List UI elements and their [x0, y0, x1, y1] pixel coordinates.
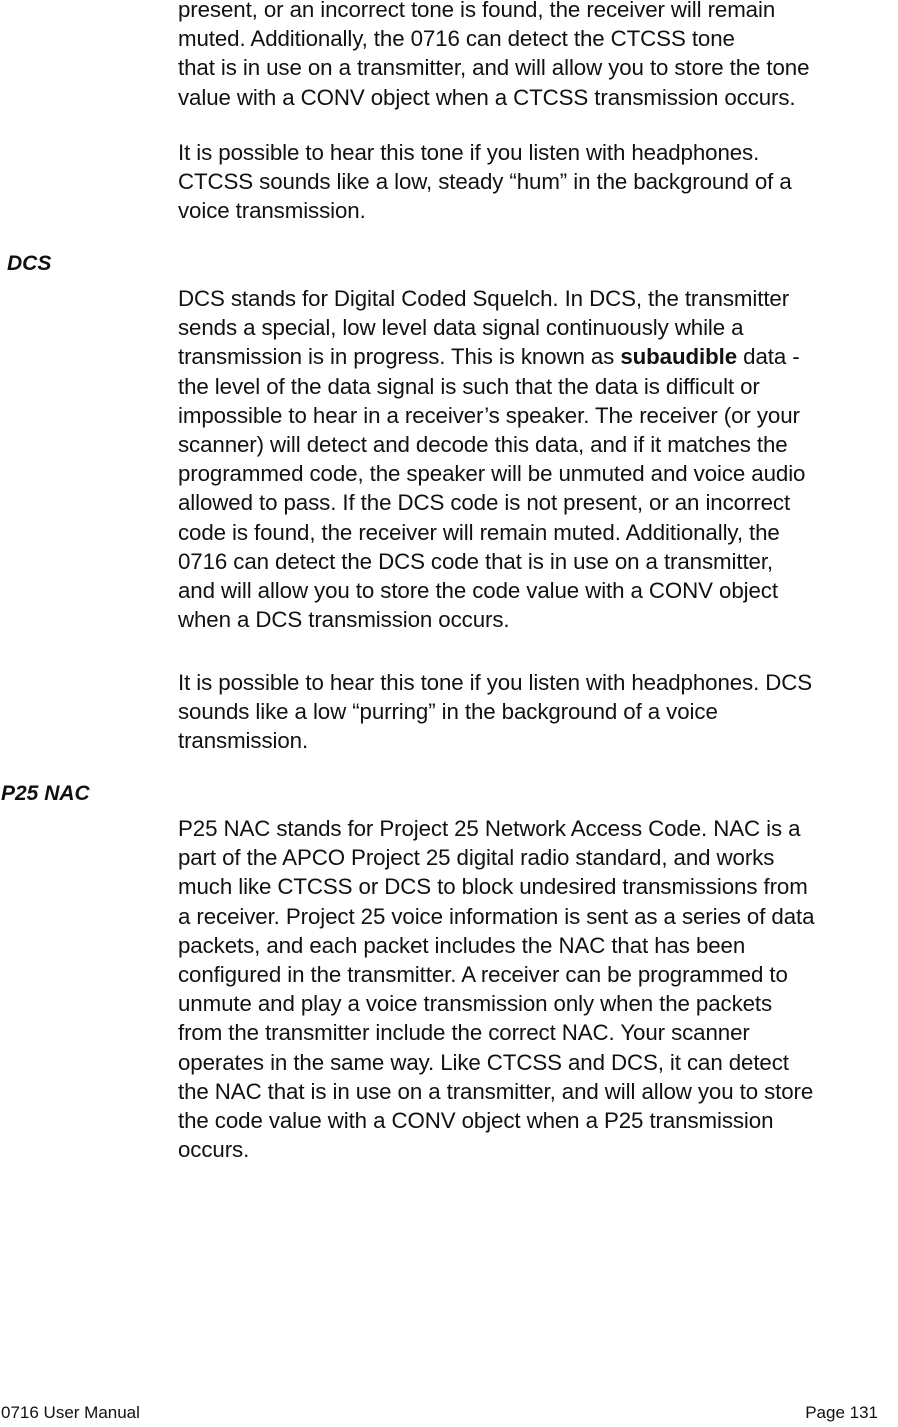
dcs-p1-line: programmed code, the speaker will be unmuted and voice audio — [178, 461, 806, 487]
ctcss-p2-line: voice transmission. — [178, 198, 366, 224]
ctcss-p1-line: present, or an incorrect tone is found, the receiver will remain — [178, 0, 776, 22]
p25-nac-heading: P25 NAC — [1, 782, 90, 805]
dcs-p1-line: sends a special, low level data signal continuously while a — [178, 315, 744, 341]
dcs-heading: DCS — [7, 252, 52, 275]
dcs-p1-line: code is found, the receiver will remain muted. Additionally, the — [178, 519, 780, 545]
dcs-p1-line: allowed to pass. If the DCS code is not present, or an incorrect — [178, 490, 791, 516]
ctcss-paragraph-2 — [178, 138, 896, 226]
dcs-p1-text: transmission is in progress. This is known as — [178, 344, 621, 370]
p25-p1-line: P25 NAC stands for Project 25 Network Access Code. NAC is a — [178, 816, 801, 841]
dcs-p1-line: scanner) will detect and decode this data, and if it matches the — [178, 432, 788, 458]
dcs-p1-line — [178, 342, 896, 371]
ctcss-paragraph-1 — [178, 0, 896, 112]
dcs-paragraph-2 — [178, 668, 896, 756]
dcs-p1-line: DCS stands for Digital Coded Squelch. In DCS, the transmitter — [178, 286, 790, 311]
p25-p1-line: operates in the same way. Like CTCSS and DCS, it can detect — [178, 1049, 789, 1075]
ctcss-p1-line: value with a CONV object when a CTCSS transmission occurs. — [178, 84, 796, 110]
dcs-p2-line: sounds like a low “purring” in the background of a voice — [178, 699, 718, 725]
p25-p1-line: part of the APCO Project 25 digital radio standard, and works — [178, 845, 775, 871]
dcs-p1-line: impossible to hear in a receiver’s speaker. The receiver (or your — [178, 402, 800, 428]
ctcss-p2-line: CTCSS sounds like a low, steady “hum” in the background of a — [178, 169, 792, 195]
p25-paragraph-1 — [178, 814, 896, 1164]
dcs-p2-line: transmission. — [178, 728, 309, 754]
footer-page-number: Page 131 — [805, 1403, 878, 1422]
dcs-p2-line: It is possible to hear this tone if you listen with headphones. DCS — [178, 670, 813, 695]
p25-p1-line: occurs. — [178, 1137, 250, 1163]
dcs-p1-text: data - — [737, 344, 800, 370]
p25-p1-line: much like CTCSS or DCS to block undesired transmissions from — [178, 874, 808, 900]
p25-p1-line: the NAC that is in use on a transmitter, and will allow you to store — [178, 1078, 814, 1104]
dcs-p1-line: and will allow you to store the code value with a CONV object — [178, 578, 778, 604]
dcs-p1-line: when a DCS transmission occurs. — [178, 607, 510, 633]
dcs-p1-line: 0716 can detect the DCS code that is in use on a transmitter, — [178, 548, 774, 574]
p25-p1-line: packets, and each packet includes the NAC that has been — [178, 932, 746, 958]
footer-manual-title: 0716 User Manual — [1, 1403, 140, 1422]
p25-p1-line: configured in the transmitter. A receiver can be programmed to — [178, 962, 788, 988]
ctcss-p1-line: that is in use on a transmitter, and will allow you to store the tone — [178, 55, 810, 81]
p25-p1-line: from the transmitter include the correct NAC. Your scanner — [178, 1020, 750, 1046]
ctcss-p1-line: muted. Additionally, the 0716 can detect the CTCSS tone — [178, 26, 735, 52]
subaudible-term: subaudible — [620, 344, 738, 370]
dcs-p1-line: the level of the data signal is such that the data is difficult or — [178, 373, 760, 399]
p25-p1-line: a receiver. Project 25 voice information is sent as a series of data — [178, 903, 815, 929]
p25-p1-line: the code value with a CONV object when a P25 transmission — [178, 1108, 774, 1134]
ctcss-p2-line: It is possible to hear this tone if you listen with headphones. — [178, 140, 760, 165]
dcs-paragraph-1 — [178, 284, 896, 634]
p25-p1-line: unmute and play a voice transmission only when the packets — [178, 991, 773, 1017]
